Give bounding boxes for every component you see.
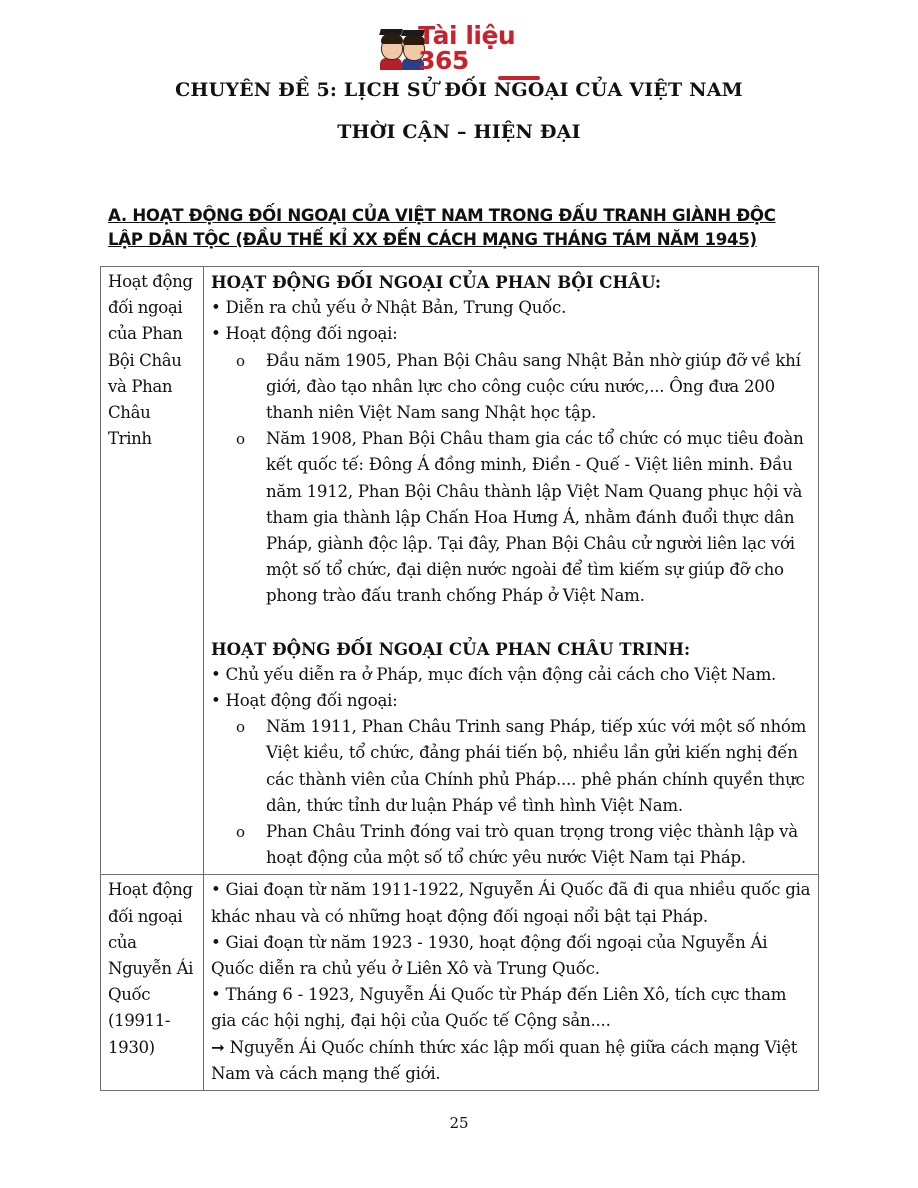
list-item: • Hoạt động đối ngoại: [211,691,398,711]
section-a-title: A. HOẠT ĐỘNG ĐỐI NGOẠI CỦA VIỆT NAM TRONG ĐẤU TRANH GIÀNH ĐỘC LẬP DÂN TỘC (ĐẦU THẾ KỈ XX ĐẾN CÁCH MẠNG THÁNG TÁM NĂM 1945) [108,206,776,249]
phan-chau-trinh-heading: HOẠT ĐỘNG ĐỐI NGOẠI CỦA PHAN CHÂU TRINH: [211,638,691,659]
row-label-cell [101,875,204,1091]
circle-bullet-icon: o [236,718,245,737]
sub-list-item: o Đầu năm 1905, Phan Bội Châu sang Nhật Bản nhờ giúp đỡ về khí giới, đào tạo nhân lực cho công cuộc cứu nước,... Ông đưa 200 thanh niên Việt Nam sang Nhật học tập. [211,348,812,427]
row-label: Hoạt động đối ngoại của Nguyễn Ái Quốc (19911-1930) [108,880,194,1057]
list-item: • Giai đoạn từ năm 1923 - 1930, hoạt động đối ngoại của Nguyễn Ái Quốc diễn ra chủ yếu ở Liên Xô và Trung Quốc. [211,932,768,979]
circle-bullet-icon: o [236,351,245,370]
logo-wordmark: Tài liệu 365 [418,23,542,73]
row-content-cell [204,875,819,1091]
sub-list-item: o Phan Châu Trinh đóng vai trò quan trọng trong việc thành lập và hoạt động của một số tổ chức yêu nước Việt Nam tại Pháp. [211,819,812,871]
content-table [100,266,819,1091]
list-item: • Giai đoạn từ năm 1911-1922, Nguyễn Ái Quốc đã đi qua nhiều quốc gia khác nhau và có những hoạt động đối ngoại nổi bật tại Pháp. [211,880,811,926]
list-item: • Diễn ra chủ yếu ở Nhật Bản, Trung Quốc. [211,298,567,318]
mascot-icon [378,26,416,70]
brand-logo [378,21,542,75]
document-title-line2: THỜI CẬN – HIỆN ĐẠI [337,121,581,143]
table-row [101,267,819,875]
circle-bullet-icon: o [236,430,245,449]
page-number: 25 [449,1114,469,1132]
list-item: • Tháng 6 - 1923, Nguyễn Ái Quốc từ Pháp đến Liên Xô, tích cực tham gia các hội nghị, đại hội của Quốc tế Cộng sản.... [211,985,787,1031]
circle-bullet-icon: o [236,823,245,842]
document-title-line1: CHUYÊN ĐỀ 5: LỊCH SỬ ĐỐI NGOẠI CỦA VIỆT NAM [175,79,743,101]
list-item: • Chủ yếu diễn ra ở Pháp, mục đích vận động cải cách cho Việt Nam. [211,664,777,684]
sub-list-item: o Năm 1908, Phan Bội Châu tham gia các tổ chức có mục tiêu đoàn kết quốc tế: Đông Á đồng minh, Điền - Quế - Việt liên minh. Đầu năm 1912, Phan Bội Châu thành lập Việt Nam Quang phục hội và tham gia thành lập Chấn Hoa Hưng Á, nhằm đánh đuổi thực dân Pháp, giành độc lập. Tại đây, Phan Bội Châu cử người liên lạc với một số tổ chức, đại diện nước ngoài để tìm kiếm sự giúp đỡ cho phong trào đấu tranh chống Pháp ở Việt Nam. [211,426,812,609]
row-label: Hoạt động đối ngoại của Phan Bội Châu và Phan Châu Trinh [108,272,193,449]
row-label-cell [101,267,204,875]
phan-boi-chau-heading: HOẠT ĐỘNG ĐỐI NGOẠI CỦA PHAN BỘI CHÂU: [211,272,661,292]
conclusion-item: ➞ Nguyễn Ái Quốc chính thức xác lập mối quan hệ giữa cách mạng Việt Nam và cách mạng thế giới. [211,1037,798,1083]
list-item: • Hoạt động đối ngoại: [211,324,398,344]
table-row [101,875,819,1091]
sub-list-item: o Năm 1911, Phan Châu Trinh sang Pháp, tiếp xúc với một số nhóm Việt kiều, tổ chức, đảng phái tiến bộ, nhiều lần gửi kiến nghị đến các thành viên của Chính phủ Pháp.... phê phán chính quyền thực dân, thức tỉnh dư luận Pháp về tình hình Việt Nam. [211,714,812,819]
row-content-cell [204,267,819,875]
